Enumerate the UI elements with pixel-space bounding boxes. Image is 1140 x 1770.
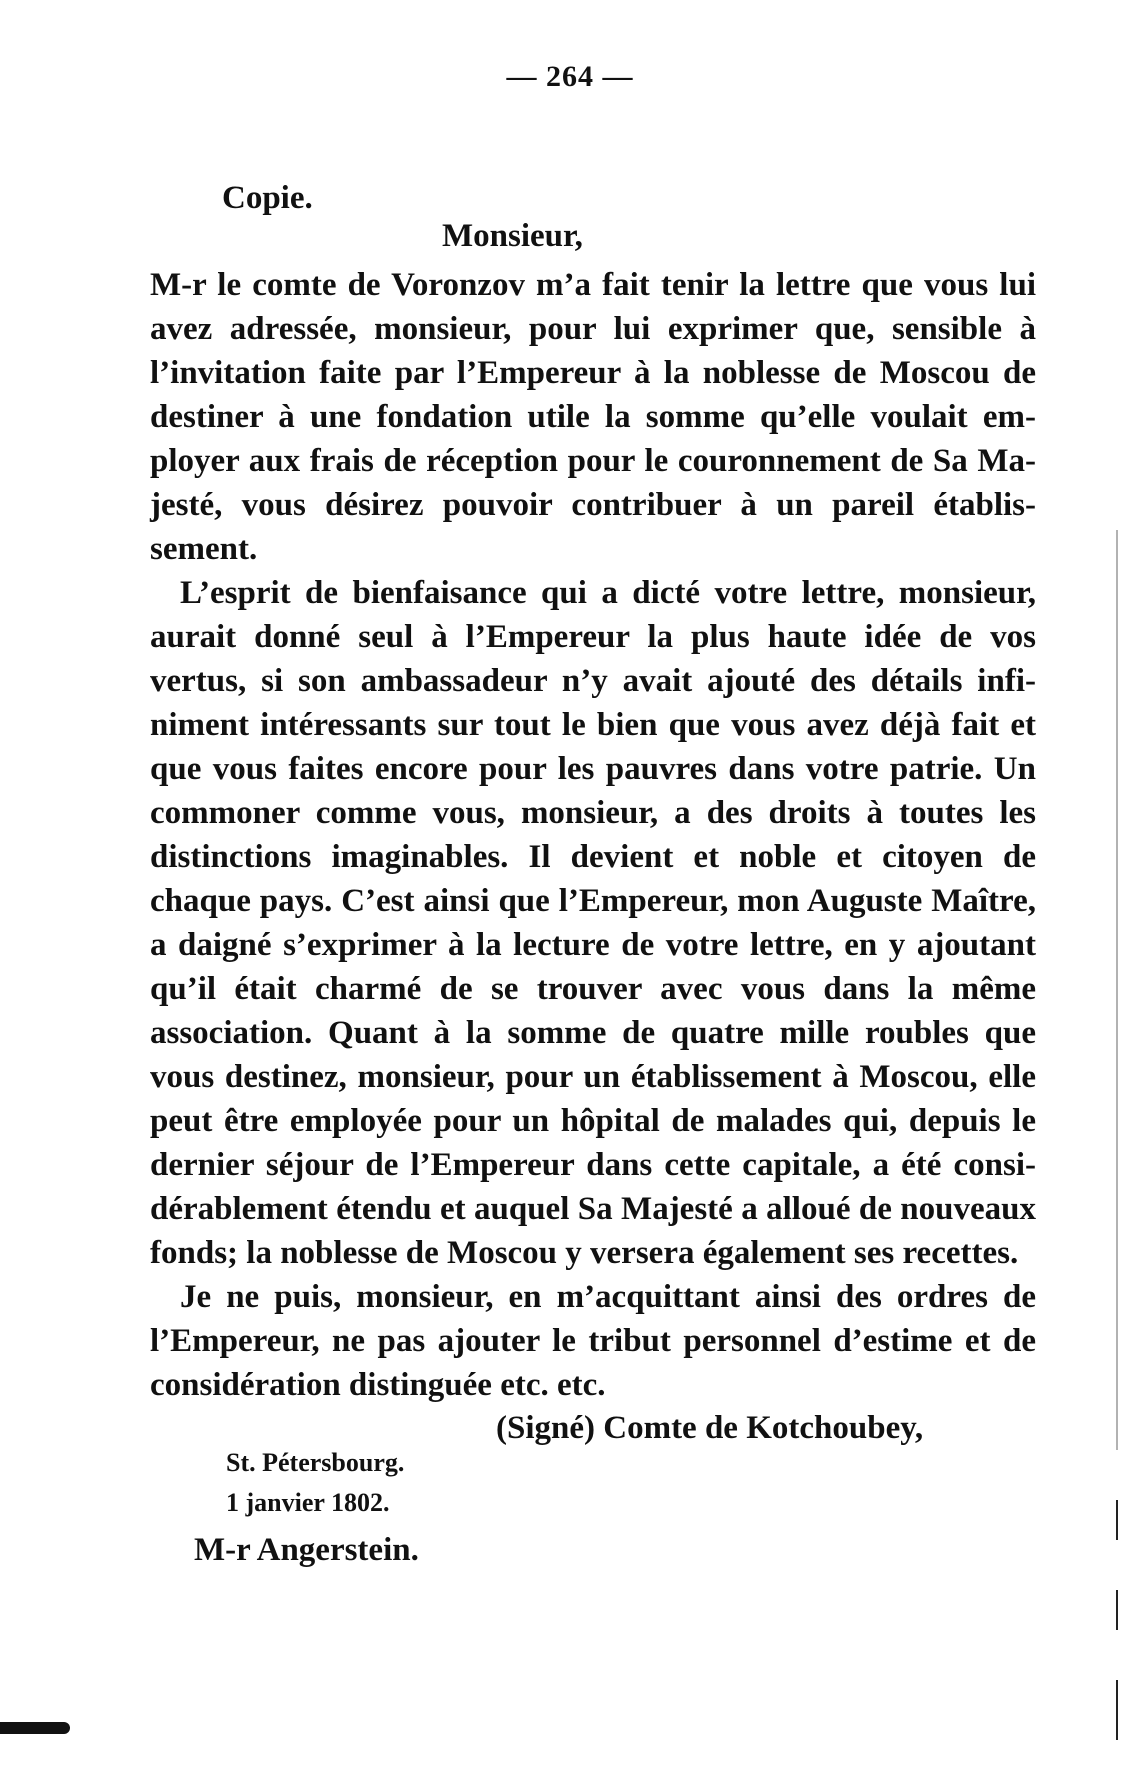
salutation: Monsieur, [442,218,583,254]
margin-line [1116,1590,1118,1630]
date-line: 1 janvier 1802. [226,1488,390,1517]
margin-line [1116,1500,1118,1540]
paragraph: Je ne puis, monsieur, en m’acquittant ainsi des ordres de l’Empereur, ne pas ajouter le tribut personnel d’estime et de considération distinguée etc. etc. [150,1279,1036,1403]
paragraph: L’esprit de bienfaisance qui a dicté votre lettre, monsieur, aurait donné seul à l’Empereur la plus haute idée de vos vertus, si son ambassadeur n’y avait ajouté des détails infiniment intéressants sur tout le bien que vous avez déjà fait et que vous faites encore pour les pauvres dans votre patrie. Un commoner comme vous, monsieur, a des droits à toutes les distinctions imaginables. Il devient et noble et citoyen de chaque pays. C’est ainsi que l’Empereur, mon Auguste Maître, a daigné s’exprimer à la lecture de votre lettre, en y ajoutant qu’il était charmé de se trouver avec vous dans la même association. Quant à la somme de quatre mille roubles que vous destinez, monsieur, pour un établissement à Moscou, elle peut être employée pour un hôpital de malades qui, depuis le dernier séjour de l’Empereur dans cette capitale, a été considérablement étendu et auquel Sa Majesté a alloué de nouveaux fonds; la noblesse de Moscou y versera également ses recettes. [150,575,1036,1271]
page-number: — 264 — [506,60,634,93]
page-corner-mark [0,1722,70,1734]
letter-body [150,263,1036,1407]
addressee: M-r Angerstein. [194,1532,419,1568]
place-line: St. Pétersbourg. [226,1448,405,1477]
paragraph: M-r le comte de Voronzov m’a fait tenir la lettre que vous lui avez adressée, monsieur, pour lui exprimer que, sensible à l’invitation faite par l’Empereur à la noblesse de Moscou de destiner à une fondation utile la somme qu’elle voulait employer aux frais de réception pour le couronnement de Sa Majesté, vous désirez pouvoir contribuer à un pareil établissement. [150,267,1036,567]
margin-line [1116,1680,1118,1740]
signature: (Signé) Comte de Kotchoubey, [496,1410,924,1446]
margin-line [1116,530,1118,1450]
copy-label: Copie. [222,180,313,216]
